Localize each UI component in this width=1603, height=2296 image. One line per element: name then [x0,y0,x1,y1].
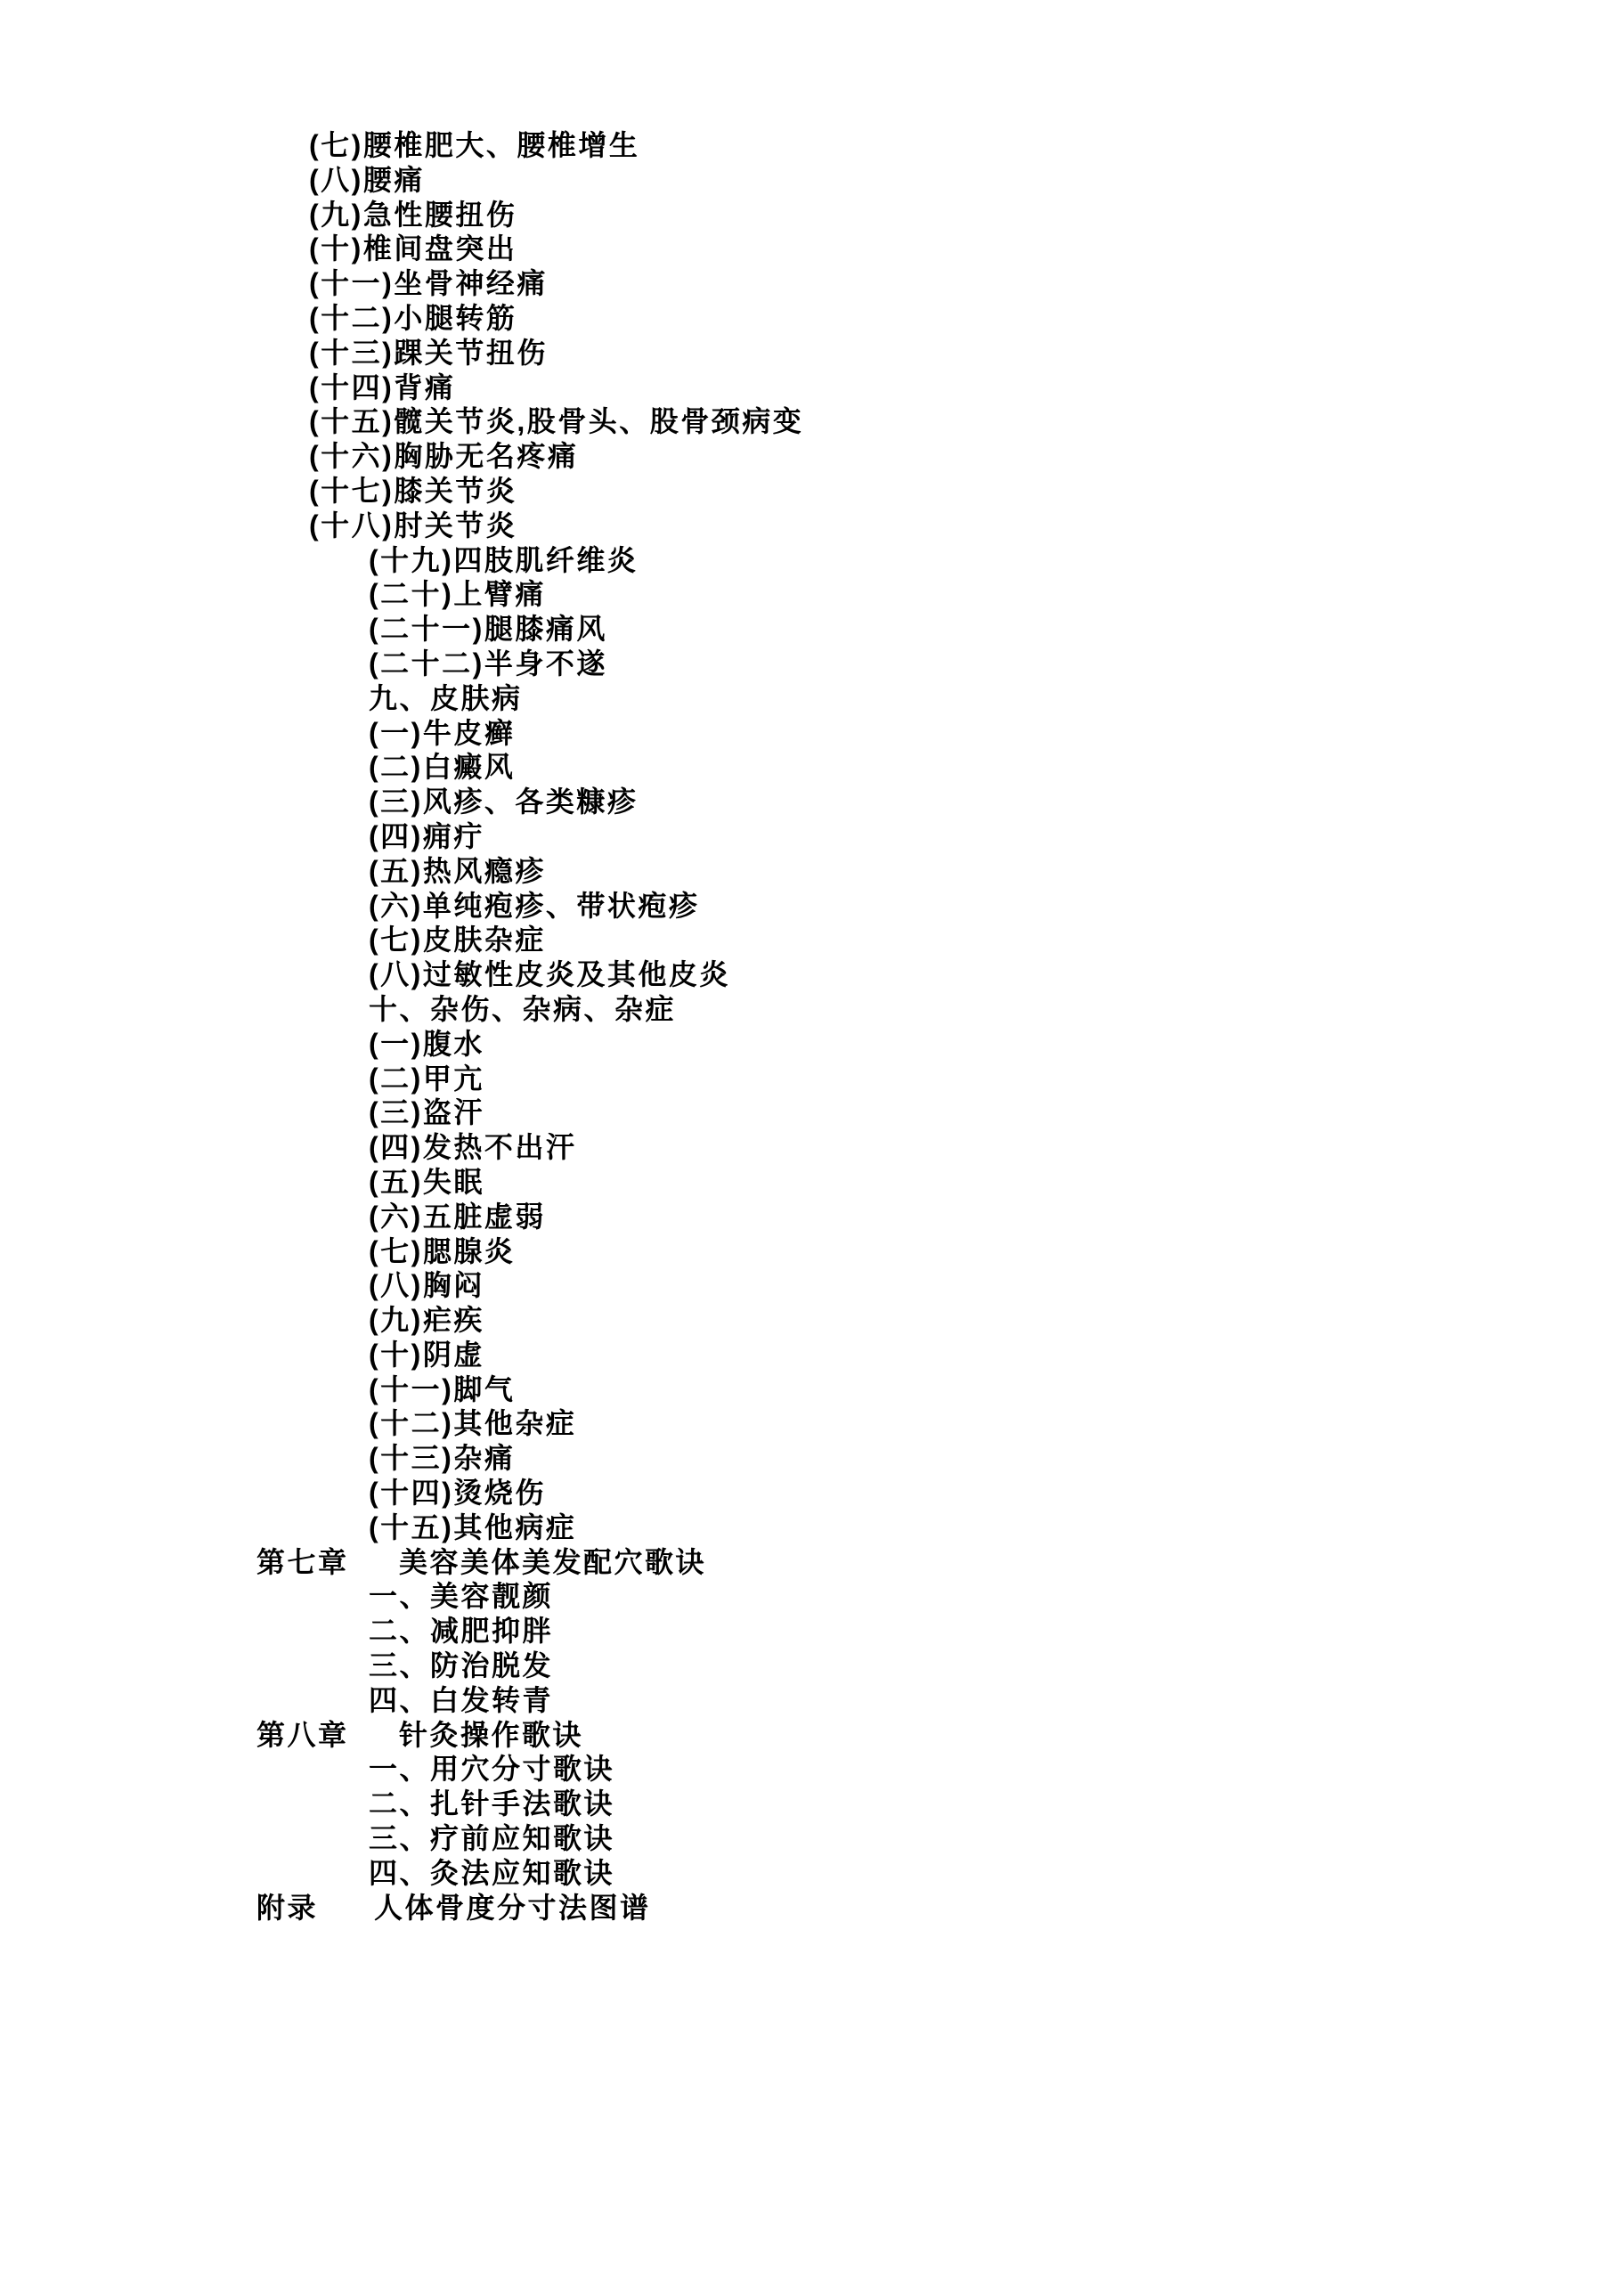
toc-entry-text: (五)失眠 [369,1165,484,1198]
toc-entry-text: (八)腰痛 [309,163,425,196]
toc-entry-row [0,543,1603,578]
toc-entry-text: (一)牛皮癣 [369,716,516,749]
toc-entry-row [0,198,1603,232]
toc-entry-text: (七)腰椎肥大、腰椎增生 [309,129,640,161]
toc-entry-row [0,1095,1603,1130]
toc-entry-text: (十)阴虚 [369,1338,484,1371]
toc-entry-text: (六)单纯疱疹、带状疱疹 [369,889,700,922]
toc-entry-text: (六)五脏虚弱 [369,1200,546,1233]
toc-entry-row [0,992,1603,1027]
toc-entry-text: (十四)背痛 [309,370,456,403]
toc-entry-text: (十)椎间盘突出 [309,232,517,265]
toc-entry-row [0,612,1603,647]
toc-entry-text: 十、杂伤、杂病、杂症 [369,992,677,1025]
toc-entry-text: 四、白发转青 [369,1683,554,1716]
toc-entry-text: (十七)膝关节炎 [309,474,517,507]
toc-entry-text: (九)疟疾 [369,1304,484,1337]
toc-entry-row [0,1579,1603,1614]
toc-entry-text: (八)过敏性皮炎及其他皮炎 [369,958,730,991]
toc-entry-row [0,1200,1603,1234]
toc-entry-row [0,1234,1603,1269]
toc-entry-text: (十五)髋关节炎,股骨头、股骨颈病变 [309,405,804,438]
toc-entry-row [0,1787,1603,1821]
toc-entry-row [0,1372,1603,1407]
toc-entry-text: (二)甲亢 [369,1062,484,1095]
toc-entry-text: (十二)其他杂症 [369,1407,577,1440]
toc-entry-text: (十二)小腿转筋 [309,301,517,334]
toc-entry-text: (十一)坐骨神经痛 [309,267,548,300]
toc-entry-text: 三、防治脱发 [369,1649,554,1682]
toc-entry-row [0,1856,1603,1891]
toc-entry-text: (三)盗汗 [369,1096,484,1129]
toc-appendix-row [0,1891,1603,1926]
toc-entry-text: (十三)杂痛 [369,1442,516,1475]
toc-chapter-row [0,1718,1603,1753]
toc-entry-row [0,1821,1603,1856]
toc-entry-row [0,232,1603,266]
toc-entry-row [0,1683,1603,1718]
toc-entry-text: (十八)肘关节炎 [309,509,517,541]
toc-entry-row [0,923,1603,957]
toc-entry-text: (二十一)腿膝痛风 [369,613,607,646]
toc-entry-text: (十五)其他病症 [369,1510,577,1543]
toc-entry-text: 二、减肥抑胖 [369,1615,554,1648]
toc-entry-row [0,1165,1603,1200]
toc-entry-text: (二十)上臂痛 [369,578,546,611]
chapter-title: 针灸操作歌诀 [399,1718,584,1751]
toc-entry-text: (四)痈疔 [369,819,484,852]
toc-entry-text: 一、用穴分寸歌诀 [369,1753,615,1786]
toc-entry-text: (二)白癜风 [369,751,516,784]
toc-entry-row [0,681,1603,716]
toc-entry-text: (二十二)半身不遂 [369,647,607,680]
toc-entry-row [0,854,1603,889]
toc-entry-text: (一)腹水 [369,1027,484,1060]
toc-entry-text: (四)发热不出汗 [369,1131,577,1164]
toc-entry-row [0,1268,1603,1303]
toc-entry-row [0,1510,1603,1545]
toc-entry-row [0,1338,1603,1372]
toc-entry-text: (九)急性腰扭伤 [309,198,517,231]
toc-entry-text: (十六)胸胁无名疼痛 [309,440,579,473]
toc-entry-row [0,1649,1603,1683]
toc-entry-text: 九、皮肤病 [369,681,523,714]
toc-entry-text: (十三)踝关节扭伤 [309,336,548,369]
toc-entry-text: (三)风疹、各类糠疹 [369,786,639,818]
toc-entry-row [0,785,1603,819]
toc-entry-row [0,266,1603,301]
toc-entry-row [0,404,1603,439]
toc-entry-row [0,439,1603,474]
toc-entry-row [0,301,1603,336]
toc-entry-row [0,1752,1603,1787]
appendix-label: 附录 [256,1891,319,1924]
appendix-title: 人体骨度分寸法图谱 [374,1891,651,1924]
toc-entry-row [0,1027,1603,1062]
toc-entry-row [0,474,1603,509]
toc-chapter-row [0,1545,1603,1580]
toc-entry-row [0,1476,1603,1510]
toc-entry-row [0,889,1603,924]
toc-entry-row [0,716,1603,751]
toc-entry-row [0,1130,1603,1165]
toc-entry-row [0,1406,1603,1441]
toc-entry-row [0,819,1603,854]
toc-entry-row [0,577,1603,612]
toc-entry-row [0,370,1603,405]
toc-entry-text: 三、疗前应知歌诀 [369,1822,615,1855]
chapter-label: 第七章 [256,1545,349,1578]
toc-entry-row [0,957,1603,992]
toc-entry-row [0,647,1603,681]
toc-entry-text: (十九)四肢肌纤维炎 [369,543,639,576]
toc-entry-row [0,509,1603,543]
toc-entry-row [0,1062,1603,1096]
toc-entry-text: (十一)脚气 [369,1372,516,1405]
toc-entry-row [0,1614,1603,1649]
toc-entry-row [0,163,1603,198]
toc-entry-text: 一、美容靓颜 [369,1580,554,1613]
toc-entry-text: (十四)烫烧伤 [369,1477,546,1510]
chapter-label: 第八章 [256,1718,349,1751]
toc-entry-text: (七)皮肤杂症 [369,924,546,957]
toc-entry-row [0,1441,1603,1476]
toc-entry-row [0,1303,1603,1338]
toc-entry-row [0,128,1603,163]
toc-entry-row [0,750,1603,785]
toc-entry-text: (八)胸闷 [369,1269,484,1302]
toc-entry-text: (五)热风瘾疹 [369,854,546,887]
toc-entry-text: 四、灸法应知歌诀 [369,1856,615,1889]
toc-entry-text: (七)腮腺炎 [369,1234,516,1267]
toc-entry-row [0,336,1603,370]
chapter-title: 美容美体美发配穴歌诀 [399,1545,707,1578]
toc-entry-text: 二、扎针手法歌诀 [369,1787,615,1820]
